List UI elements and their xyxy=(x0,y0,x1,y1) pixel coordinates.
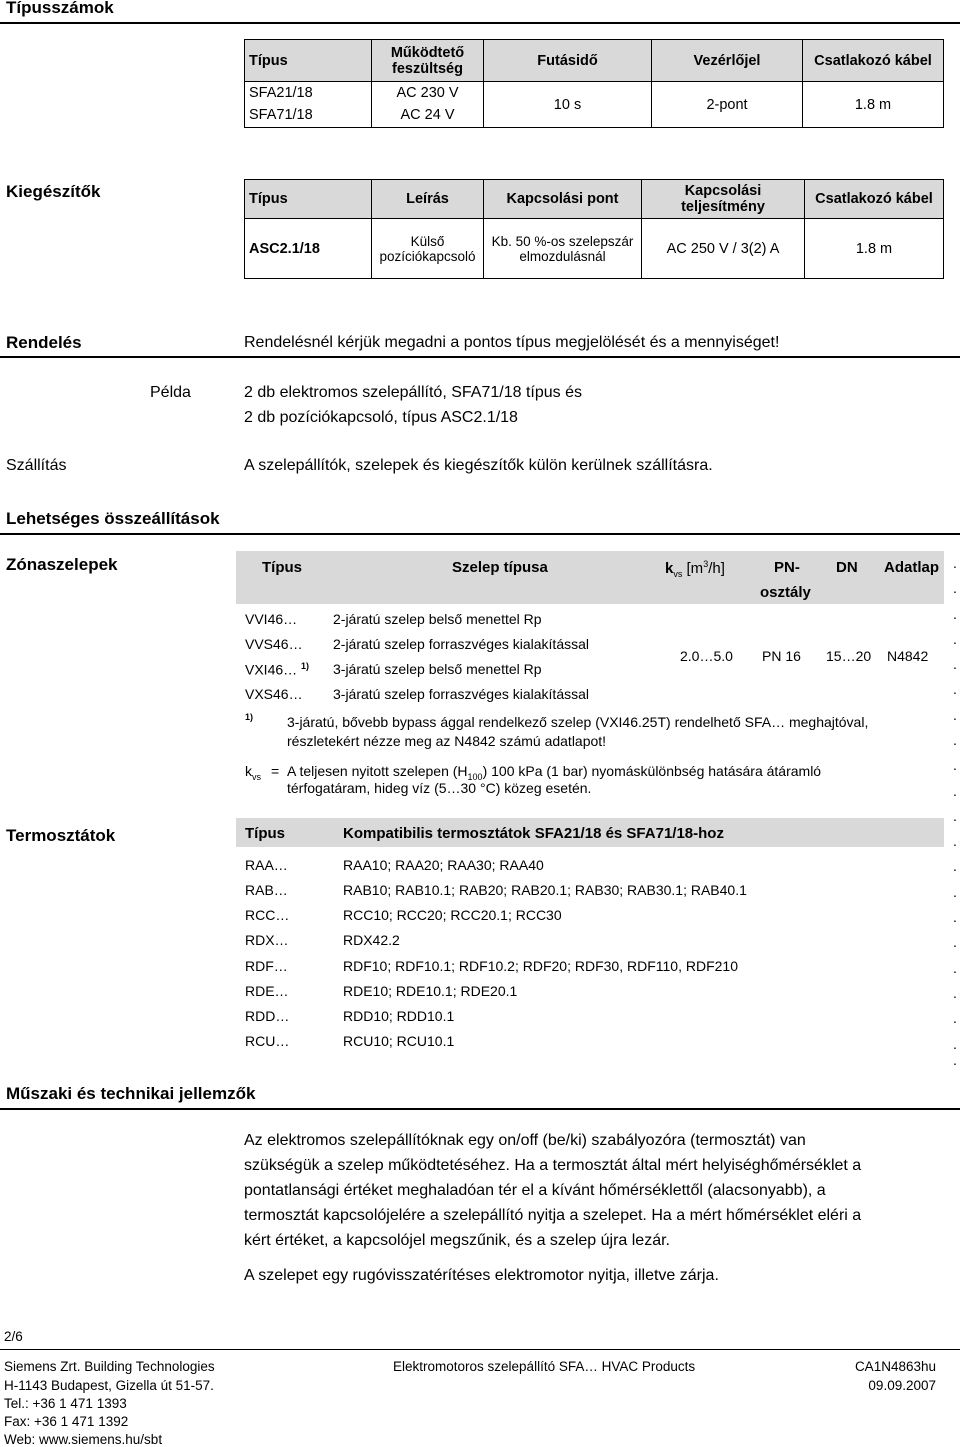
tech-line-4: termosztát kapcsolójelére a szelepállító nyitja a szelepet. Ha a mért hőmérséklet eléri a xyxy=(244,1207,862,1224)
margin-dot: . xyxy=(953,681,957,697)
section-title-kiegeszitok: Kiegészítők xyxy=(6,182,101,201)
valve-th-pn: PN- xyxy=(774,559,800,576)
cell-acc-cable: 1.8 m xyxy=(805,219,944,279)
footer-doc-id: CA1N4863hu xyxy=(854,1359,936,1374)
cell-acc-type: ASC2.1/18 xyxy=(245,219,372,279)
th-cable: Csatlakozó kábel xyxy=(805,180,944,219)
footer-company: Siemens Zrt. Building Technologies xyxy=(4,1359,215,1374)
section-rule xyxy=(0,356,960,358)
margin-dot: . xyxy=(953,1052,957,1068)
footer-rule xyxy=(0,1349,960,1350)
margin-dot: . xyxy=(953,909,957,925)
kvs-symbol: $k_{vs}$ xyxy=(245,763,261,782)
th-voltage: Működtető feszültség xyxy=(372,40,484,82)
valve-type: VXI46… $^{1)}$ xyxy=(245,661,310,678)
tech-line-3: pontatlansági értéket meghaladóan tér el a kívánt hőmérséklettől (alacsonyabb), a xyxy=(244,1182,826,1199)
cell-cable: 1.8 m xyxy=(803,82,944,128)
thermo-type: RDX… xyxy=(245,932,289,948)
margin-dot: . xyxy=(953,833,957,849)
cell-voltage: AC 24 V xyxy=(372,104,484,128)
footer-date: 09.09.2007 xyxy=(868,1378,936,1393)
valve-kvs: 2.0…5.0 xyxy=(680,648,733,664)
tech-line-2: szükségük a szelep működtetéséhez. Ha a termosztát által mért helyiséghőmérséklet a xyxy=(244,1157,862,1174)
valve-th-type: Típus xyxy=(262,559,302,576)
valve-th-kvs: $k_{vs}$ $[m^3/h]$ xyxy=(665,559,725,579)
footer-address: H-1143 Budapest, Gizella út 51-57. xyxy=(4,1378,214,1393)
valve-th-pn-class: osztály xyxy=(760,584,811,601)
cell-runtime: 10 s xyxy=(484,82,652,128)
valve-dn: 15…20 xyxy=(826,648,872,664)
footnote-line-1: 3-járatú, bővebb bypass ággal rendelkező szelep (VXI46.25T) rendelhető SFA… meghajtóval, xyxy=(287,714,869,730)
thermo-compat: RCU10; RCU10.1 xyxy=(343,1033,455,1049)
margin-dot: . xyxy=(953,555,957,571)
margin-dot: . xyxy=(953,934,957,950)
section-rule xyxy=(0,533,960,535)
section-title-rendeles: Rendelés xyxy=(6,333,82,352)
section-title-szallitas: Szállítás xyxy=(6,457,67,474)
thermo-compat: RDE10; RDE10.1; RDE20.1 xyxy=(343,983,518,999)
valve-pn: PN 16 xyxy=(762,648,801,664)
section-title-lehetseges: Lehetséges összeállítások xyxy=(6,509,220,528)
footer-product: Elektromotoros szelepállító SFA… HVAC Products xyxy=(393,1359,696,1374)
cell-acc-desc: Külső pozíciókapcsoló xyxy=(372,219,484,279)
thermo-compat: RDF10; RDF10.1; RDF10.2; RDF20; RDF30, RDF110, RDF210 xyxy=(343,958,738,974)
thermo-compat: RCC10; RCC20; RCC20.1; RCC30 xyxy=(343,907,562,923)
top-rule xyxy=(0,22,960,24)
valve-desc: 3-járatú szelep belső menettel Rp xyxy=(333,661,542,677)
th-signal: Vezérlőjel xyxy=(652,40,803,82)
margin-dot: . xyxy=(953,631,957,647)
margin-dot: . xyxy=(953,606,957,622)
valve-th-sheet: Adatlap xyxy=(884,559,940,576)
cell-type: SFA21/18 xyxy=(245,82,372,104)
th-switch-power: Kapcsolási teljesítmény xyxy=(642,180,805,219)
valve-th-dn: DN xyxy=(836,559,858,576)
valve-sheet: N4842 xyxy=(887,648,929,664)
th-type: Típus xyxy=(245,180,372,219)
accessory-table xyxy=(244,179,944,279)
margin-dot: . xyxy=(953,858,957,874)
margin-dot: . xyxy=(953,656,957,672)
example-label: Példa xyxy=(150,384,191,401)
th-switch-point: Kapcsolási pont xyxy=(484,180,642,219)
margin-dot: . xyxy=(953,707,957,723)
margin-dot: . xyxy=(953,985,957,1001)
th-desc: Leírás xyxy=(372,180,484,219)
footer-fax: Fax: +36 1 471 1392 xyxy=(4,1414,129,1429)
valve-desc: 2-járatú szelep forraszvéges kialakítással xyxy=(333,636,590,652)
valve-desc: 3-járatú szelep forraszvéges kialakítással xyxy=(333,686,590,702)
margin-dot: . xyxy=(953,1010,957,1026)
thermo-th-type: Típus xyxy=(245,825,285,842)
th-type: Típus xyxy=(245,40,372,82)
delivery-text: A szelepállítók, szelepek és kiegészítők külön kerülnek szállításra. xyxy=(244,457,713,474)
margin-dot: . xyxy=(953,1036,957,1052)
thermo-compat: RAB10; RAB10.1; RAB20; RAB20.1; RAB30; RAB30.1; RAB40.1 xyxy=(343,882,747,898)
type-table xyxy=(244,39,944,128)
thermo-type: RDE… xyxy=(245,983,289,999)
thermo-type: RAA… xyxy=(245,857,288,873)
thermo-type: RDF… xyxy=(245,958,288,974)
tech-line-5: kért értéket, a kapcsolójel megszűnik, és a szelep újra lezár. xyxy=(244,1232,670,1249)
tech-line-1: Az elektromos szelepállítóknak egy on/off (be/ki) szabályozóra (termosztát) van xyxy=(244,1132,806,1149)
section-title-termosztatok: Termosztátok xyxy=(6,826,116,845)
margin-dot: . xyxy=(953,580,957,596)
kvs-def-line-2: térfogatáram, hideg víz (5…30 °C) közeg esetén. xyxy=(287,780,592,796)
margin-dot: . xyxy=(953,783,957,799)
page-number: 2/6 xyxy=(4,1329,23,1344)
valve-type: VVS46… xyxy=(245,636,303,652)
cell-acc-switch-power: AC 250 V / 3(2) A xyxy=(642,219,805,279)
thermo-th-compat: Kompatibilis termosztátok SFA21/18 és SFA71/18-hoz xyxy=(343,825,724,842)
cell-acc-switch-point: Kb. 50 %-os szelepszár elmozdulásnál xyxy=(484,219,642,279)
valve-desc: 2-járatú szelep belső menettel Rp xyxy=(333,611,542,627)
margin-dot: . xyxy=(953,757,957,773)
footer-tel: Tel.: +36 1 471 1393 xyxy=(4,1396,127,1411)
cell-type: SFA71/18 xyxy=(245,104,372,128)
footer-web: Web: www.siemens.hu/sbt xyxy=(4,1432,163,1447)
margin-dot: . xyxy=(953,732,957,748)
thermo-type: RCU… xyxy=(245,1033,290,1049)
footnote-mark: 1) xyxy=(245,712,254,722)
example-line-2: 2 db pozíciókapcsoló, típus ASC2.1/18 xyxy=(244,409,518,426)
margin-dot: . xyxy=(953,884,957,900)
thermo-compat: RDD10; RDD10.1 xyxy=(343,1008,455,1024)
th-cable: Csatlakozó kábel xyxy=(803,40,944,82)
example-line-1: 2 db elektromos szelepállító, SFA71/18 típus és xyxy=(244,384,582,401)
margin-dot: . xyxy=(953,808,957,824)
thermo-type: RAB… xyxy=(245,882,288,898)
order-text: Rendelésnél kérjük megadni a pontos típus megjelölését és a mennyiséget! xyxy=(244,334,780,351)
tech-paragraph-2: A szelepet egy rugóvisszatérítéses elektromotor nyitja, illetve zárja. xyxy=(244,1267,719,1284)
cell-voltage: AC 230 V xyxy=(372,82,484,104)
valve-type: VVI46… xyxy=(245,611,298,627)
valve-th-valve: Szelep típusa xyxy=(452,559,548,576)
section-title-tipusszamok: Típusszámok xyxy=(6,0,114,17)
kvs-def-line-1: A teljesen nyitott szelepen $(H_{100})$ 100 kPa (1 bar) nyomáskülönbség hatására átáramló xyxy=(287,763,822,782)
thermo-type: RCC… xyxy=(245,907,290,923)
th-runtime: Futásidő xyxy=(484,40,652,82)
thermo-compat: RDX42.2 xyxy=(343,932,400,948)
section-rule xyxy=(0,1108,960,1110)
valve-type: VXS46… xyxy=(245,686,303,702)
kvs-equals: = xyxy=(271,763,280,779)
section-title-muszaki: Műszaki és technikai jellemzők xyxy=(6,1084,256,1103)
thermo-compat: RAA10; RAA20; RAA30; RAA40 xyxy=(343,857,544,873)
cell-signal: 2-pont xyxy=(652,82,803,128)
footnote-line-2: részletekért nézze meg az N4842 számú adatlapot! xyxy=(287,733,607,749)
margin-dot: . xyxy=(953,960,957,976)
section-title-zonaszelepek: Zónaszelepek xyxy=(6,555,118,574)
thermo-type: RDD… xyxy=(245,1008,290,1024)
